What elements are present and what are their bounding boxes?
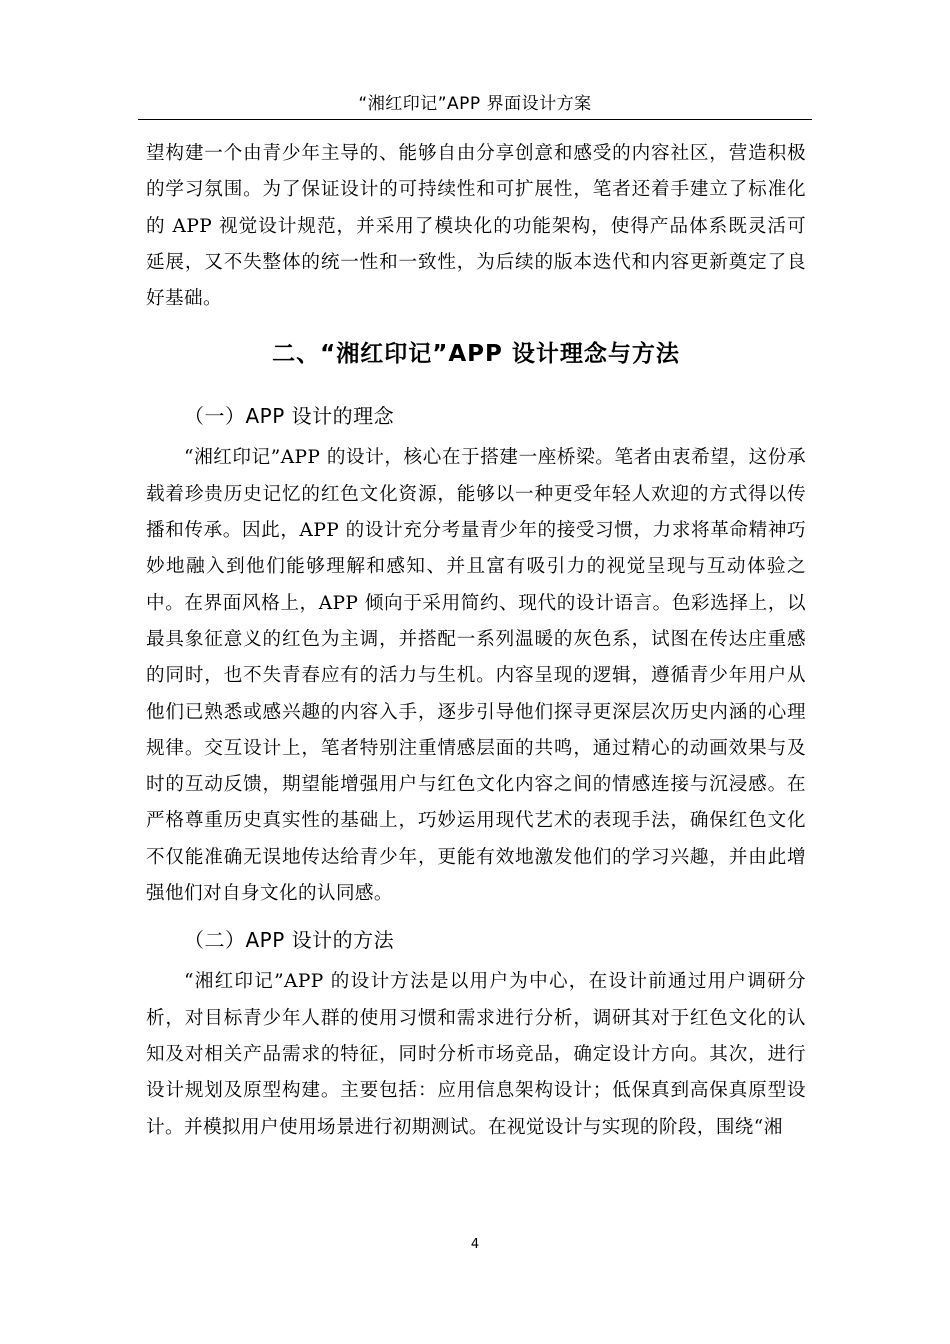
page-number: 4 <box>470 1237 480 1252</box>
intro-paragraph: 望构建一个由青少年主导的、能够自由分享创意和感受的内容社区，营造积极的学习氛围。为了保证设计的可持续性和可扩展性，笔者还着手建立了标准化的 APP 视觉设计规范，并采用了模块化的功能架构，使得产品体系既灵活可延展，又不失整体的统一性和一致性，为后续的版本迭代和内容更新奠定了良好基础。 <box>146 143 806 310</box>
section-heading: 二、“湘红印记”APP 设计理念与方法 <box>272 341 680 368</box>
header-divider <box>138 119 812 120</box>
concept-paragraph: “湘红印记”APP 的设计，核心在于搭建一座桥梁。笔者由衷希望，这份承载着珍贵历史记忆的红色文化资源，能够以一种更受年轻人欢迎的方式得以传播和传承。因此，APP 的设计充分考量青少年的接受习惯，力求将革命精神巧妙地融入到他们能够理解和感知、并且富有吸引力的视觉呈现与互动体验之中。在界面风格上，APP 倾向于采用简约、现代的设计语言。色彩选择上，以最具象征意义的红色为主调，并搭配一系列温暖的灰色系，试图在传达庄重感的同时，也不失青春应有的活力与生机。内容呈现的逻辑，遵循青少年用户从他们已熟悉或感兴趣的内容入手，逐步引导他们探寻更深层次历史内涵的心理规律。交互设计上，笔者特别注重情感层面的共鸣，通过精心的动画效果与及时的互动反馈，期望能增强用户与红色文化内容之间的情感连接与沉浸感。在严格尊重历史真实性的基础上，巧妙运用现代艺术的表现手法，确保红色文化不仅能准确无误地传达给青少年，更能有效地激发他们的学习兴趣，并由此增强他们对自身文化的认同感。 <box>146 447 806 905</box>
subsection-heading-concept: （一）APP 设计的理念 <box>184 404 395 429</box>
method-paragraph: “湘红印记”APP 的设计方法是以用户为中心，在设计前通过用户调研分析，对目标青少年人群的使用习惯和需求进行分析，调研其对于红色文化的认知及对相关产品需求的特征，同时分析市场竞品，确定设计方向。其次，进行设计规划及原型构建。主要包括：应用信息架构设计；低保真到高保真原型设计。并模拟用户使用场景进行初期测试。在视觉设计与实现的阶段，围绕“湘 <box>146 971 806 1138</box>
page-body <box>146 136 806 1146</box>
subsection-heading-method: （二）APP 设计的方法 <box>184 928 395 953</box>
running-header: “湘红印记”APP 界面设计方案 <box>358 94 592 114</box>
